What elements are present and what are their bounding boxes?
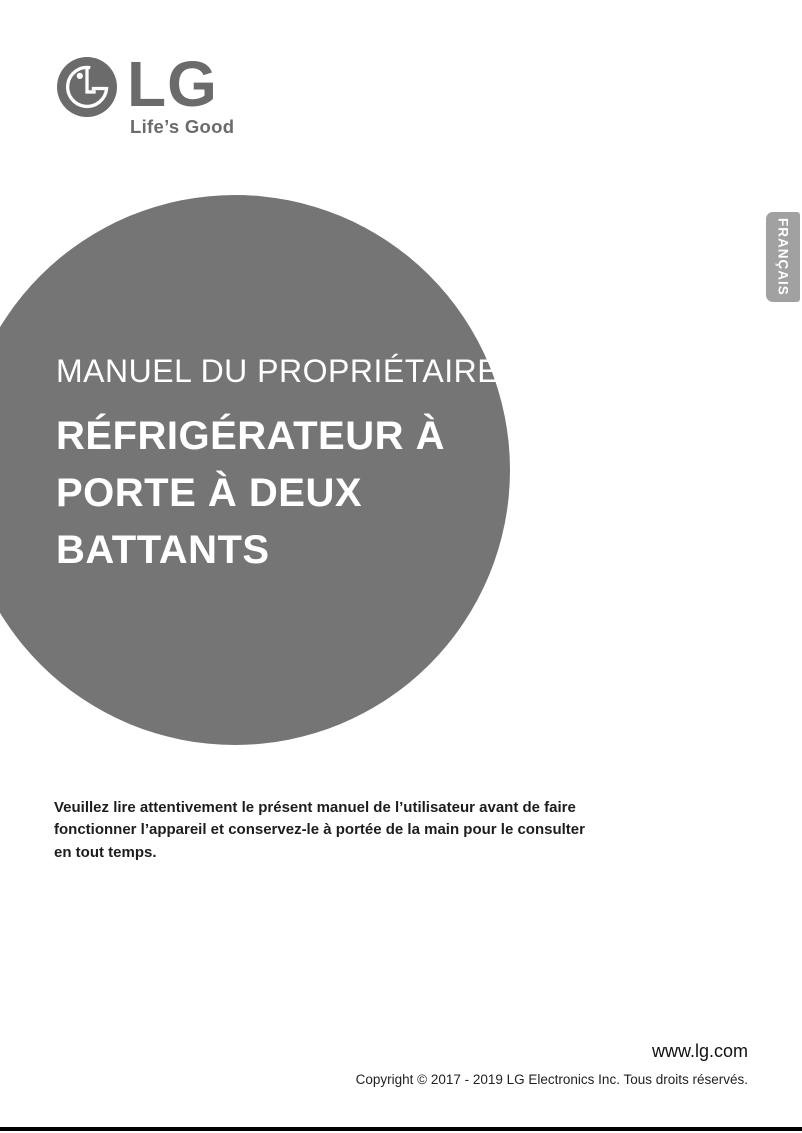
read-notice	[54, 797, 585, 864]
cover-title-line-3: BATTANTS	[56, 528, 270, 572]
website-link[interactable]: www.lg.com	[651, 1041, 748, 1061]
lg-face-icon	[57, 57, 117, 117]
lg-wordmark: LG	[127, 48, 218, 120]
cover-title-line-2: PORTE À DEUX	[56, 471, 363, 515]
cover-title	[56, 408, 445, 579]
language-tab-label: FRANÇAIS	[775, 218, 791, 296]
cover-title-line-1: RÉFRIGÉRATEUR À	[56, 414, 445, 458]
read-notice-line-1: Veuillez lire attentivement le présent manuel de l’utilisateur avant de faire	[54, 799, 576, 816]
cover-subtitle: MANUEL DU PROPRIÉTAIRE	[56, 353, 500, 389]
copyright-text: Copyright © 2017 - 2019 LG Electronics Inc. Tous droits réservés.	[355, 1072, 748, 1087]
lg-tagline: Life’s Good	[130, 116, 235, 137]
read-notice-line-3: en tout temps.	[54, 843, 157, 861]
read-notice-line-2: fonctionner l’appareil et conservez-le à portée de la main pour le consulter	[54, 821, 585, 839]
bottom-rule	[0, 1127, 802, 1131]
lg-logo	[55, 48, 295, 145]
language-tab-francais	[766, 212, 800, 302]
